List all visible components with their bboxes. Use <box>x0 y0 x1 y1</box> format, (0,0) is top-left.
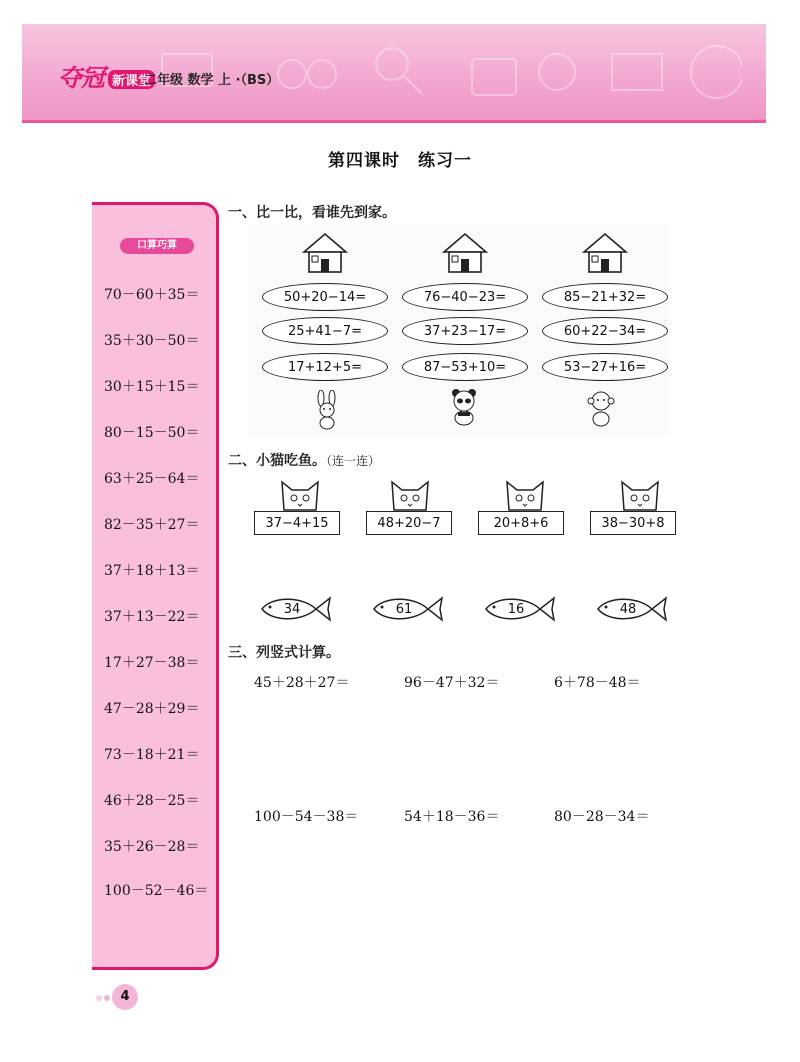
logo: 夺冠 <box>58 64 104 92</box>
house-icon <box>580 230 630 274</box>
lesson-title: 第四课时 练习一 <box>328 151 472 171</box>
cat-icon <box>503 476 547 512</box>
house-icon <box>300 230 350 274</box>
oral-item: 100－52－46＝ <box>104 883 209 899</box>
section1-title: 一、比一比，看谁先到家。 <box>228 205 396 221</box>
oral-item: 35＋26－28＝ <box>104 839 200 855</box>
oral-item: 37＋18＋13＝ <box>104 563 200 579</box>
vertical-calc-problem: 96－47＋32＝ <box>404 675 500 691</box>
vertical-calc-problem: 80－28－34＝ <box>554 809 650 825</box>
monkey-icon <box>584 388 618 428</box>
fish-number: 16 <box>507 602 525 617</box>
vertical-calc-problem: 54＋18－36＝ <box>404 809 500 825</box>
section2-title <box>228 450 380 470</box>
cat-expression: 37−4+15 <box>254 511 340 535</box>
expression-cloud: 87−53+10= <box>402 353 528 381</box>
expression-cloud: 37+23−17= <box>402 317 528 345</box>
fish-number: 34 <box>283 602 301 617</box>
cat-expression: 38−30+8 <box>590 511 676 535</box>
oral-item: 37＋13－22＝ <box>104 609 200 625</box>
cat-icon <box>278 476 322 512</box>
oral-item: 30＋15＋15＝ <box>104 379 200 395</box>
section2-note: （连一连） <box>326 454 381 468</box>
expression-cloud: 17+12+5= <box>262 353 388 381</box>
fish-number: 48 <box>619 602 637 617</box>
vertical-calc-problem: 6＋78－48＝ <box>554 675 641 691</box>
fish-number: 61 <box>395 602 413 617</box>
expression-cloud: 85−21+32= <box>542 283 668 311</box>
oral-item: 63＋25－64＝ <box>104 471 200 487</box>
vertical-calc-problem: 100－54－38＝ <box>254 809 359 825</box>
oral-item: 70－60＋35＝ <box>104 287 200 303</box>
expression-cloud: 50+20−14= <box>262 283 388 311</box>
oral-item: 73－18＋21＝ <box>104 747 200 763</box>
cat-expression: 20+8+6 <box>478 511 564 535</box>
oral-calc-badge: 口算巧算 <box>120 238 194 254</box>
oral-item: 17＋27－38＝ <box>104 655 200 671</box>
cat-icon <box>618 476 662 512</box>
section2-heading: 二、小猫吃鱼。 <box>228 453 326 469</box>
expression-cloud: 60+22−34= <box>542 317 668 345</box>
cat-expression: 48+20−7 <box>366 511 452 535</box>
oral-item: 82－35＋27＝ <box>104 517 200 533</box>
oral-item: 35＋30－50＝ <box>104 333 200 349</box>
expression-cloud: 53−27+16= <box>542 353 668 381</box>
logo-subtitle: 新课堂 <box>108 70 155 89</box>
oral-item: 47－28＋29＝ <box>104 701 200 717</box>
house-icon <box>440 230 490 274</box>
oral-item: 80－15－50＝ <box>104 425 200 441</box>
oral-item: 46＋28－25＝ <box>104 793 200 809</box>
rabbit-icon <box>310 390 344 430</box>
panda-icon <box>447 386 481 426</box>
vertical-calc-problem: 45＋28＋27＝ <box>254 675 350 691</box>
expression-cloud: 76−40−23= <box>402 283 528 311</box>
expression-cloud: 25+41−7= <box>262 317 388 345</box>
page-number: 4 <box>112 984 138 1010</box>
book-info: 二年级 数学 上 ·（BS） <box>144 73 280 88</box>
section3-title: 三、列竖式计算。 <box>228 645 340 661</box>
cat-icon <box>388 476 432 512</box>
